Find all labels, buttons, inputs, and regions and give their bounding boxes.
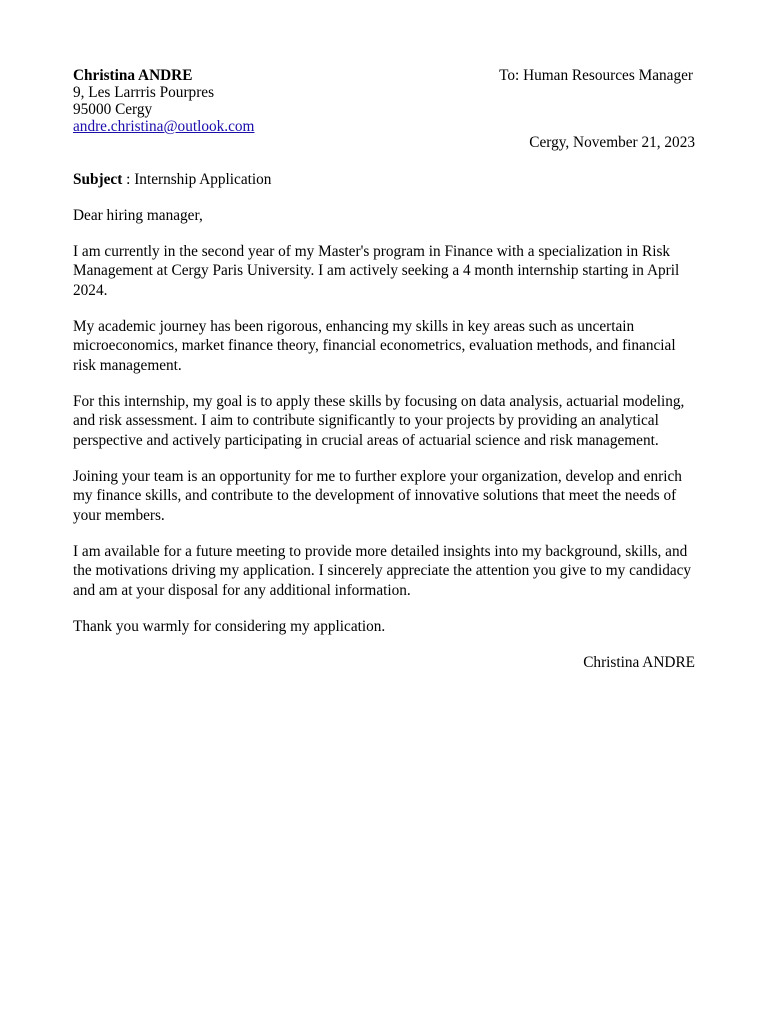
body-paragraph: Joining your team is an opportunity for me to further explore your organization, develop and enrich my finance skills, and contribute to the development of innovative solutions that meet the needs of your members.: [73, 467, 682, 524]
body-paragraph: I am currently in the second year of my Master's program in Finance with a specialization in Risk Management at Cergy Paris University. I am actively seeking a 4 month internship starting in April 2024.: [73, 242, 680, 299]
sender-address-line2: 95000 Cergy: [73, 101, 153, 118]
subject-line: [73, 170, 695, 190]
sender-block: [73, 67, 254, 135]
subject-separator: :: [122, 171, 135, 188]
subject-label: Subject: [73, 171, 123, 188]
body-paragraph: I am available for a future meeting to provide more detailed insights into my background, skills, and the motivations driving my application. I sincerely appreciate the attention you give to my candidacy and am at your disposal for any additional information.: [73, 542, 692, 599]
sender-address-line1: 9, Les Larrris Pourpres: [73, 84, 215, 101]
closing-line: Thank you warmly for considering my application.: [73, 617, 386, 635]
sender-name: Christina ANDRE: [73, 67, 193, 84]
subject-text: Internship Application: [134, 171, 272, 188]
signature: Christina ANDRE: [583, 653, 695, 671]
body-paragraph: My academic journey has been rigorous, enhancing my skills in key areas such as uncertain microeconomics, market finance theory, financial econometrics, evaluation methods, and financial risk management.: [73, 317, 676, 374]
body-paragraph: For this internship, my goal is to apply these skills by focusing on data analysis, actuarial modeling, and risk assessment. I aim to contribute significantly to your projects by providing an analytical perspective and actively participating in crucial areas of actuarial science and risk management.: [73, 392, 685, 449]
date-line: Cergy, November 21, 2023: [529, 134, 695, 151]
greeting: Dear hiring manager,: [73, 206, 203, 224]
recipient-line: To: Human Resources Manager: [499, 67, 693, 84]
letter-page: [73, 67, 695, 672]
letter-header: [73, 67, 695, 162]
sender-email-link[interactable]: andre.christina@outlook.com: [73, 118, 255, 135]
